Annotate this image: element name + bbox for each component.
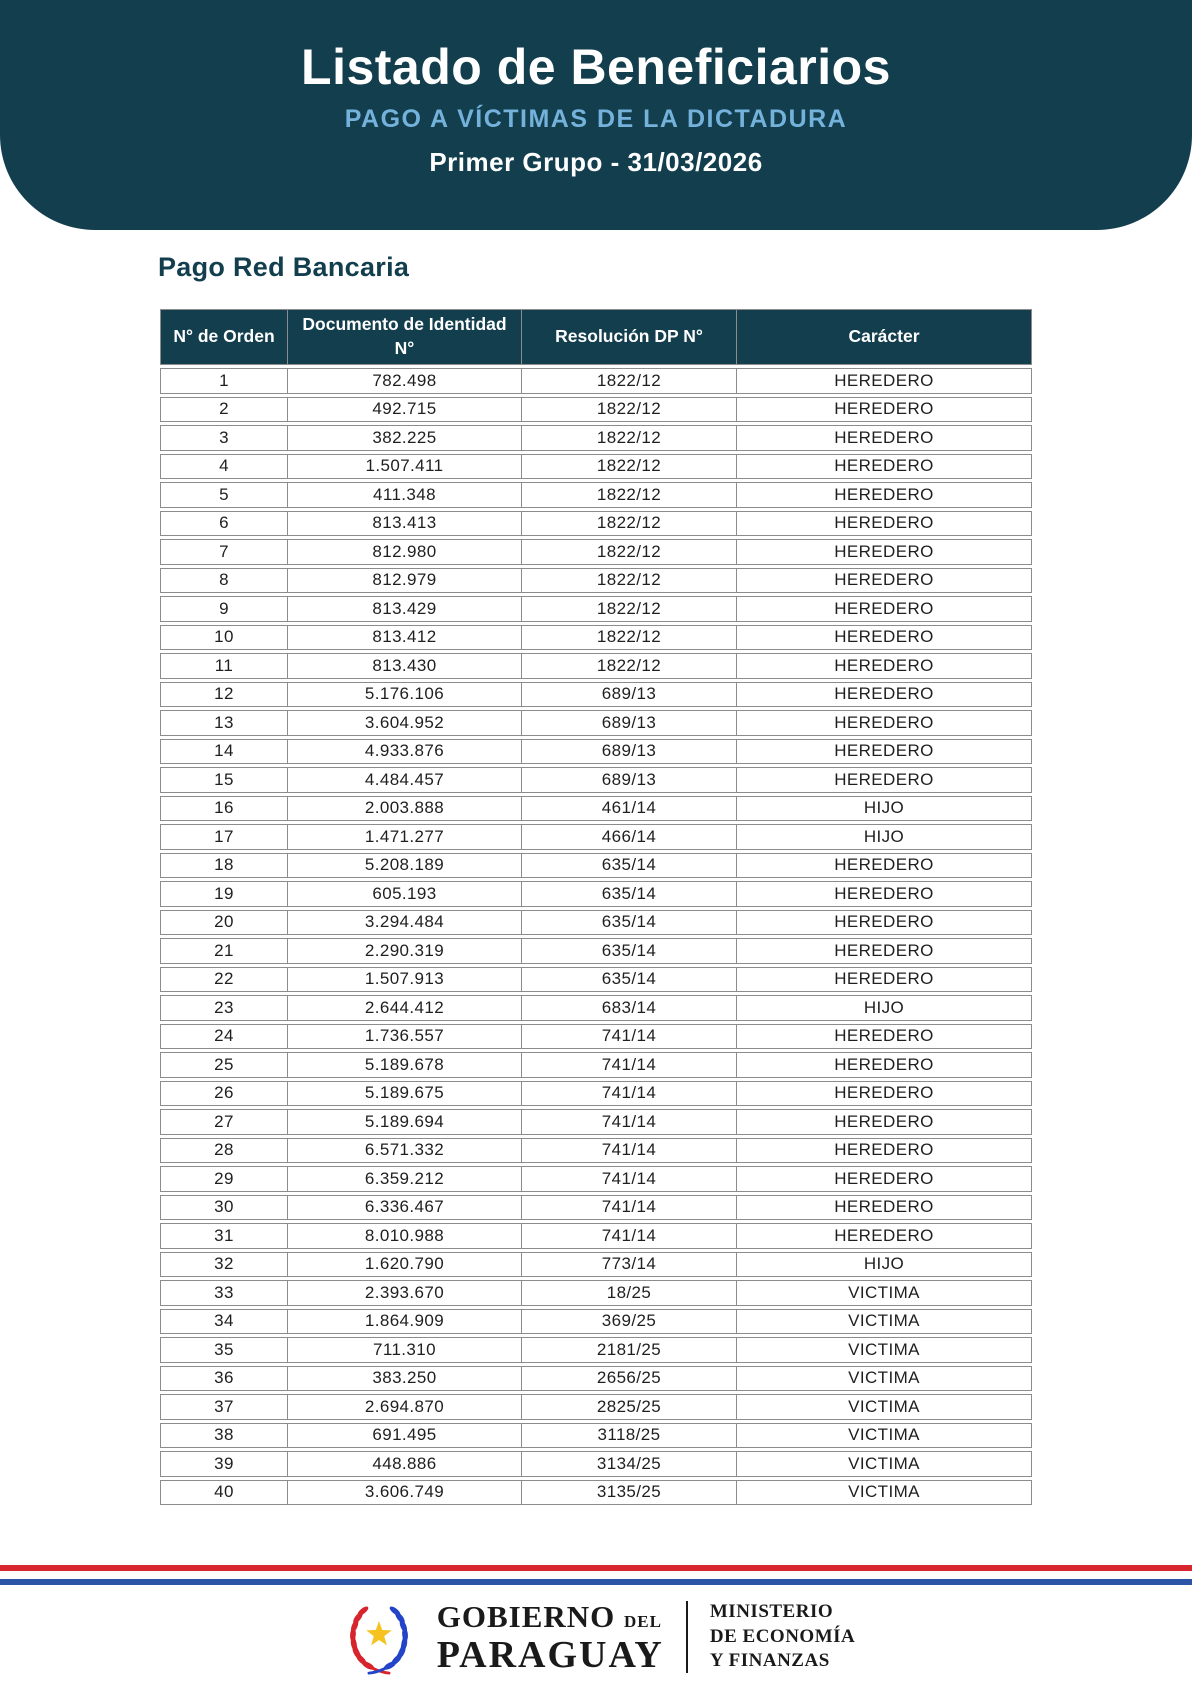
table-row	[160, 368, 1032, 394]
cell-documento: 605.193	[288, 881, 522, 907]
group-date-line: Primer Grupo - 31/03/2026	[429, 147, 763, 177]
cell-orden: 24	[160, 1024, 288, 1050]
cell-documento: 1.864.909	[288, 1309, 522, 1335]
table-row	[160, 1309, 1032, 1335]
table-row	[160, 425, 1032, 451]
cell-caracter: HEREDERO	[737, 625, 1032, 651]
gobierno-text: GOBIERNO	[436, 1598, 616, 1634]
table-row	[160, 596, 1032, 622]
table-row	[160, 824, 1032, 850]
cell-resolucion: 369/25	[522, 1309, 737, 1335]
cell-documento: 711.310	[288, 1337, 522, 1363]
cell-orden: 38	[160, 1423, 288, 1449]
cell-documento: 2.694.870	[288, 1394, 522, 1420]
cell-caracter: HEREDERO	[737, 482, 1032, 508]
cell-caracter: HEREDERO	[737, 710, 1032, 736]
cell-orden: 27	[160, 1109, 288, 1135]
cell-orden: 31	[160, 1223, 288, 1249]
cell-resolucion: 689/13	[522, 739, 737, 765]
cell-documento: 2.003.888	[288, 796, 522, 822]
header-band	[0, 0, 1192, 230]
cell-documento: 813.430	[288, 653, 522, 679]
cell-documento: 5.189.678	[288, 1052, 522, 1078]
cell-resolucion: 741/14	[522, 1223, 737, 1249]
table-row	[160, 710, 1032, 736]
table-row	[160, 397, 1032, 423]
government-logo	[0, 1593, 1192, 1681]
cell-caracter: HEREDERO	[737, 1024, 1032, 1050]
cell-documento: 1.736.557	[288, 1024, 522, 1050]
cell-orden: 17	[160, 824, 288, 850]
cell-resolucion: 1822/12	[522, 425, 737, 451]
table-row	[160, 1166, 1032, 1192]
cell-orden: 28	[160, 1138, 288, 1164]
cell-documento: 6.571.332	[288, 1138, 522, 1164]
cell-resolucion: 635/14	[522, 881, 737, 907]
table-row	[160, 568, 1032, 594]
cell-resolucion: 741/14	[522, 1138, 737, 1164]
column-header-orden: N° de Orden	[160, 309, 288, 365]
cell-resolucion: 3134/25	[522, 1451, 737, 1477]
cell-documento: 6.336.467	[288, 1195, 522, 1221]
cell-orden: 25	[160, 1052, 288, 1078]
cell-orden: 6	[160, 511, 288, 537]
cell-documento: 2.290.319	[288, 938, 522, 964]
cell-documento: 812.979	[288, 568, 522, 594]
cell-caracter: HIJO	[737, 824, 1032, 850]
cell-documento: 782.498	[288, 368, 522, 394]
ministry-line-1: MINISTERIO	[709, 1600, 834, 1622]
cell-caracter: HIJO	[737, 995, 1032, 1021]
cell-resolucion: 635/14	[522, 938, 737, 964]
cell-documento: 382.225	[288, 425, 522, 451]
cell-resolucion: 635/14	[522, 910, 737, 936]
cell-caracter: HEREDERO	[737, 596, 1032, 622]
cell-documento: 383.250	[288, 1366, 522, 1392]
cell-documento: 492.715	[288, 397, 522, 423]
cell-resolucion: 1822/12	[522, 653, 737, 679]
cell-documento: 448.886	[288, 1451, 522, 1477]
cell-resolucion: 741/14	[522, 1195, 737, 1221]
del-text: DEL	[624, 1611, 662, 1631]
cell-orden: 7	[160, 539, 288, 565]
cell-resolucion: 773/14	[522, 1252, 737, 1278]
cell-documento: 6.359.212	[288, 1166, 522, 1192]
cell-resolucion: 741/14	[522, 1081, 737, 1107]
table-row	[160, 625, 1032, 651]
cell-resolucion: 1822/12	[522, 568, 737, 594]
table-row	[160, 1423, 1032, 1449]
laurel-wreath-star-icon	[337, 1593, 421, 1681]
table-row	[160, 1024, 1032, 1050]
ministry-line-2: DE ECONOMÍA	[709, 1625, 856, 1647]
cell-orden: 16	[160, 796, 288, 822]
cell-resolucion: 1822/12	[522, 397, 737, 423]
cell-caracter: HEREDERO	[737, 1109, 1032, 1135]
ministry-wordmark	[710, 1600, 855, 1674]
cell-orden: 5	[160, 482, 288, 508]
cell-resolucion: 635/14	[522, 853, 737, 879]
table-header	[160, 309, 1032, 365]
cell-resolucion: 689/13	[522, 682, 737, 708]
cell-orden: 22	[160, 967, 288, 993]
cell-orden: 23	[160, 995, 288, 1021]
paraguay-text: PARAGUAY	[436, 1633, 664, 1676]
cell-documento: 5.208.189	[288, 853, 522, 879]
cell-caracter: HEREDERO	[737, 910, 1032, 936]
cell-resolucion: 3135/25	[522, 1480, 737, 1506]
cell-resolucion: 683/14	[522, 995, 737, 1021]
cell-caracter: HEREDERO	[737, 539, 1032, 565]
cell-orden: 29	[160, 1166, 288, 1192]
cell-orden: 3	[160, 425, 288, 451]
cell-orden: 36	[160, 1366, 288, 1392]
cell-documento: 411.348	[288, 482, 522, 508]
cell-orden: 21	[160, 938, 288, 964]
table-row	[160, 653, 1032, 679]
page-title: Listado de Beneficiarios	[301, 39, 891, 95]
cell-orden: 18	[160, 853, 288, 879]
cell-caracter: VICTIMA	[737, 1309, 1032, 1335]
cell-caracter: HEREDERO	[737, 682, 1032, 708]
cell-resolucion: 3118/25	[522, 1423, 737, 1449]
cell-orden: 2	[160, 397, 288, 423]
cell-caracter: VICTIMA	[737, 1423, 1032, 1449]
cell-orden: 30	[160, 1195, 288, 1221]
cell-resolucion: 1822/12	[522, 511, 737, 537]
gobierno-paraguay-wordmark	[436, 1598, 664, 1676]
cell-orden: 9	[160, 596, 288, 622]
cell-documento: 1.507.913	[288, 967, 522, 993]
cell-resolucion: 741/14	[522, 1024, 737, 1050]
cell-resolucion: 1822/12	[522, 625, 737, 651]
cell-caracter: VICTIMA	[737, 1451, 1032, 1477]
cell-resolucion: 2825/25	[522, 1394, 737, 1420]
cell-caracter: HIJO	[737, 1252, 1032, 1278]
cell-caracter: HEREDERO	[737, 425, 1032, 451]
table-row	[160, 910, 1032, 936]
cell-resolucion: 1822/12	[522, 596, 737, 622]
star-icon	[366, 1621, 392, 1645]
cell-documento: 4.933.876	[288, 739, 522, 765]
cell-caracter: HEREDERO	[737, 967, 1032, 993]
cell-caracter: HEREDERO	[737, 397, 1032, 423]
cell-orden: 32	[160, 1252, 288, 1278]
table-row	[160, 682, 1032, 708]
cell-documento: 3.294.484	[288, 910, 522, 936]
cell-orden: 26	[160, 1081, 288, 1107]
cell-resolucion: 741/14	[522, 1166, 737, 1192]
table-row	[160, 511, 1032, 537]
flag-stripe-blue	[0, 1579, 1192, 1585]
column-header-resolucion: Resolución DP N°	[522, 309, 737, 365]
cell-resolucion: 741/14	[522, 1109, 737, 1135]
table-row	[160, 853, 1032, 879]
table-row	[160, 881, 1032, 907]
table-row	[160, 482, 1032, 508]
cell-orden: 4	[160, 454, 288, 480]
cell-documento: 813.412	[288, 625, 522, 651]
flag-stripe-red	[0, 1565, 1192, 1571]
cell-caracter: HEREDERO	[737, 881, 1032, 907]
cell-documento: 5.189.694	[288, 1109, 522, 1135]
cell-documento: 5.189.675	[288, 1081, 522, 1107]
cell-resolucion: 1822/12	[522, 539, 737, 565]
cell-caracter: HEREDERO	[737, 853, 1032, 879]
cell-resolucion: 1822/12	[522, 454, 737, 480]
table-row	[160, 1081, 1032, 1107]
cell-orden: 34	[160, 1309, 288, 1335]
cell-orden: 37	[160, 1394, 288, 1420]
cell-caracter: HEREDERO	[737, 1166, 1032, 1192]
cell-caracter: VICTIMA	[737, 1337, 1032, 1363]
cell-caracter: HEREDERO	[737, 511, 1032, 537]
cell-documento: 3.606.749	[288, 1480, 522, 1506]
cell-documento: 691.495	[288, 1423, 522, 1449]
cell-documento: 3.604.952	[288, 710, 522, 736]
cell-orden: 20	[160, 910, 288, 936]
cell-caracter: HEREDERO	[737, 1138, 1032, 1164]
cell-orden: 1	[160, 368, 288, 394]
table-row	[160, 739, 1032, 765]
cell-documento: 4.484.457	[288, 767, 522, 793]
cell-orden: 39	[160, 1451, 288, 1477]
cell-resolucion: 2181/25	[522, 1337, 737, 1363]
cell-resolucion: 461/14	[522, 796, 737, 822]
cell-documento: 1.507.411	[288, 454, 522, 480]
cell-resolucion: 689/13	[522, 710, 737, 736]
section-title: Pago Red Bancaria	[158, 252, 410, 282]
table-row	[160, 1109, 1032, 1135]
cell-orden: 13	[160, 710, 288, 736]
ministry-line-3: Y FINANZAS	[709, 1650, 830, 1672]
cell-caracter: VICTIMA	[737, 1480, 1032, 1506]
table-row	[160, 1366, 1032, 1392]
table-row	[160, 995, 1032, 1021]
cell-resolucion: 466/14	[522, 824, 737, 850]
cell-caracter: HEREDERO	[737, 1081, 1032, 1107]
cell-documento: 813.429	[288, 596, 522, 622]
cell-caracter: HEREDERO	[737, 368, 1032, 394]
table-row	[160, 1451, 1032, 1477]
cell-caracter: HEREDERO	[737, 568, 1032, 594]
table-row	[160, 1280, 1032, 1306]
cell-caracter: HEREDERO	[737, 454, 1032, 480]
table-row	[160, 796, 1032, 822]
page-subtitle: PAGO A VÍCTIMAS DE LA DICTADURA	[344, 105, 848, 133]
cell-orden: 8	[160, 568, 288, 594]
table-row	[160, 938, 1032, 964]
cell-caracter: VICTIMA	[737, 1394, 1032, 1420]
cell-caracter: HEREDERO	[737, 1052, 1032, 1078]
cell-resolucion: 635/14	[522, 967, 737, 993]
table-body	[160, 368, 1032, 1505]
cell-caracter: HEREDERO	[737, 739, 1032, 765]
logo-divider	[686, 1601, 688, 1673]
cell-caracter: HEREDERO	[737, 653, 1032, 679]
table-row	[160, 539, 1032, 565]
cell-orden: 35	[160, 1337, 288, 1363]
table-header-row	[160, 309, 1032, 365]
table-row	[160, 1480, 1032, 1506]
cell-documento: 5.176.106	[288, 682, 522, 708]
table-row	[160, 454, 1032, 480]
cell-documento: 1.620.790	[288, 1252, 522, 1278]
cell-resolucion: 1822/12	[522, 368, 737, 394]
cell-orden: 10	[160, 625, 288, 651]
cell-orden: 11	[160, 653, 288, 679]
cell-orden: 33	[160, 1280, 288, 1306]
cell-documento: 8.010.988	[288, 1223, 522, 1249]
table-row	[160, 1195, 1032, 1221]
cell-resolucion: 741/14	[522, 1052, 737, 1078]
table-row	[160, 1223, 1032, 1249]
cell-resolucion: 1822/12	[522, 482, 737, 508]
cell-resolucion: 18/25	[522, 1280, 737, 1306]
cell-resolucion: 2656/25	[522, 1366, 737, 1392]
cell-caracter: HEREDERO	[737, 1223, 1032, 1249]
cell-orden: 15	[160, 767, 288, 793]
column-header-documento: Documento de Identidad N°	[288, 309, 522, 365]
table-row	[160, 1052, 1032, 1078]
table-row	[160, 1394, 1032, 1420]
cell-caracter: HEREDERO	[737, 1195, 1032, 1221]
table-row	[160, 1252, 1032, 1278]
cell-documento: 813.413	[288, 511, 522, 537]
cell-caracter: VICTIMA	[737, 1366, 1032, 1392]
cell-caracter: HEREDERO	[737, 938, 1032, 964]
cell-caracter: VICTIMA	[737, 1280, 1032, 1306]
cell-orden: 14	[160, 739, 288, 765]
cell-resolucion: 689/13	[522, 767, 737, 793]
cell-caracter: HEREDERO	[737, 767, 1032, 793]
cell-caracter: HIJO	[737, 796, 1032, 822]
cell-orden: 40	[160, 1480, 288, 1506]
table-row	[160, 967, 1032, 993]
cell-documento: 2.393.670	[288, 1280, 522, 1306]
cell-orden: 19	[160, 881, 288, 907]
table-row	[160, 1138, 1032, 1164]
cell-orden: 12	[160, 682, 288, 708]
table-row	[160, 1337, 1032, 1363]
column-header-caracter: Carácter	[737, 309, 1032, 365]
cell-documento: 1.471.277	[288, 824, 522, 850]
beneficiaries-table	[160, 306, 1032, 1508]
table-row	[160, 767, 1032, 793]
cell-documento: 2.644.412	[288, 995, 522, 1021]
cell-documento: 812.980	[288, 539, 522, 565]
